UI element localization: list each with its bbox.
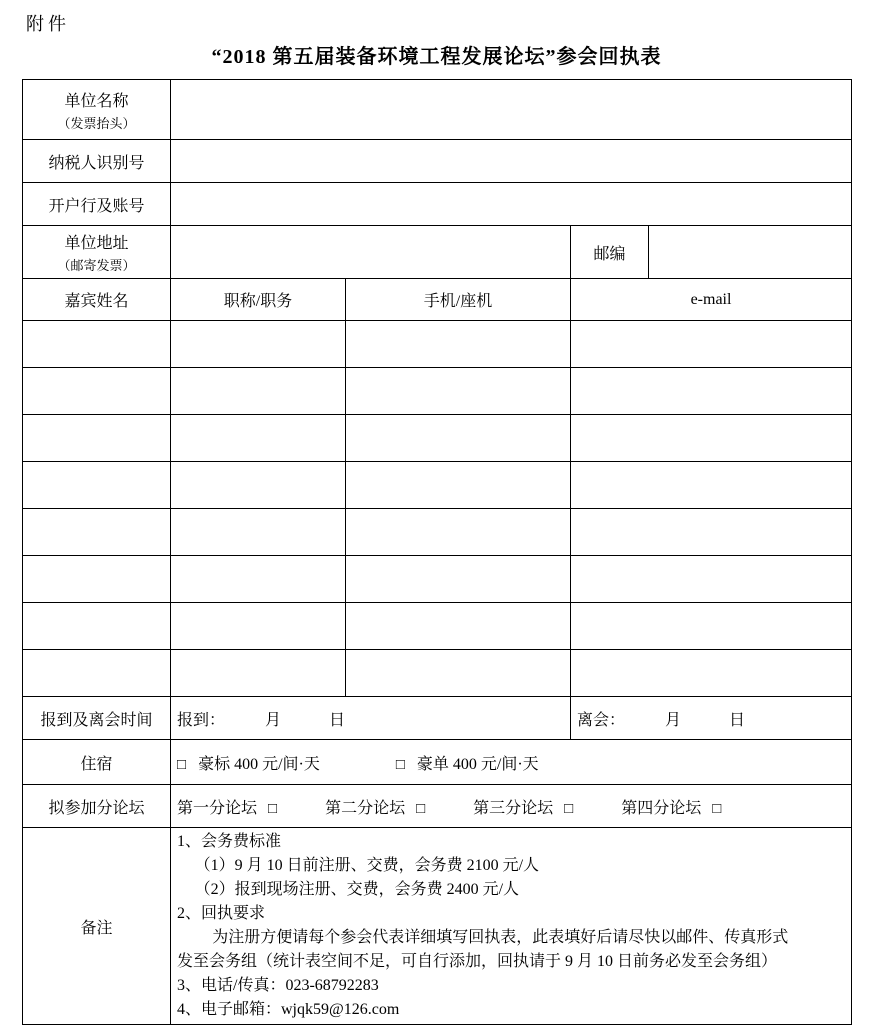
- guest-title-field[interactable]: [171, 368, 346, 415]
- unit-name-label-main: 单位名称: [64, 92, 129, 110]
- guest-email-field[interactable]: [571, 603, 852, 650]
- checkbox-icon[interactable]: □: [395, 756, 405, 773]
- guest-header-row: [23, 279, 852, 321]
- tax-id-label: 纳税人识别号: [23, 140, 171, 183]
- guest-email-field[interactable]: [571, 368, 852, 415]
- unit-name-sublabel: （发票抬头）: [57, 115, 136, 131]
- guest-email-field[interactable]: [571, 556, 852, 603]
- checkbox-icon[interactable]: □: [564, 800, 574, 817]
- bank-account-field[interactable]: [171, 183, 852, 226]
- remarks-line: 1、会务费标准: [177, 833, 282, 850]
- guest-row: [23, 368, 852, 415]
- guest-row: [23, 603, 852, 650]
- guest-row: [23, 462, 852, 509]
- guest-name-field[interactable]: [23, 556, 171, 603]
- forum-options: [171, 785, 852, 828]
- schedule-label: 报到及离会时间: [23, 697, 171, 740]
- checkbox-icon[interactable]: □: [416, 800, 426, 817]
- guest-title-header: 职称/职务: [171, 279, 346, 321]
- forum-option-2-label: 第二分论坛: [325, 799, 406, 817]
- forum-option-3: [473, 795, 573, 818]
- guest-email-field[interactable]: [571, 509, 852, 556]
- guest-phone-field[interactable]: [346, 509, 571, 556]
- tax-id-field[interactable]: [171, 140, 852, 183]
- forum-option-3-label: 第三分论坛: [473, 799, 554, 817]
- remarks-line: 为注册方便请每个参会代表详细填写回执表，此表填好后请尽快以邮件、传真形式: [212, 929, 789, 946]
- bank-account-label: 开户行及账号: [23, 183, 171, 226]
- unit-name-label: [23, 80, 171, 140]
- guest-email-field[interactable]: [571, 650, 852, 697]
- guest-phone-field[interactable]: [346, 556, 571, 603]
- guest-phone-field[interactable]: [346, 321, 571, 368]
- accommodation-options: [171, 740, 852, 785]
- address-label-main: 单位地址: [64, 235, 129, 252]
- remarks-line: 4、电子邮箱：wjqk59@126.com: [177, 1001, 400, 1018]
- guest-email-field[interactable]: [571, 321, 852, 368]
- guest-phone-field[interactable]: [346, 650, 571, 697]
- checkin-field[interactable]: 报到： 月 日: [171, 697, 571, 740]
- guest-phone-header: 手机/座机: [346, 279, 571, 321]
- guest-name-field[interactable]: [23, 321, 171, 368]
- forums-label: 拟参加分论坛: [23, 785, 171, 828]
- forum-option-1: [177, 795, 277, 818]
- unit-name-field[interactable]: [171, 80, 852, 140]
- guest-name-field[interactable]: [23, 603, 171, 650]
- remarks-line: 发至会务组（统计表空间不足，可自行添加，回执请于 9 月 10 日前务必发至会务组）: [177, 953, 778, 970]
- address-field[interactable]: [171, 226, 571, 279]
- accommodation-option-standard: [177, 751, 320, 774]
- guest-title-field[interactable]: [171, 415, 346, 462]
- address-row: [23, 226, 852, 279]
- checkbox-icon[interactable]: □: [712, 800, 722, 817]
- guest-name-field[interactable]: [23, 368, 171, 415]
- accommodation-option-standard-label: 豪标 400 元/间·天: [198, 755, 320, 773]
- checkbox-icon[interactable]: □: [177, 756, 187, 773]
- checkbox-icon[interactable]: □: [268, 800, 278, 817]
- remarks-line: （1）9 月 10 日前注册、交费，会务费 2100 元/人: [194, 857, 540, 874]
- guest-title-field[interactable]: [171, 556, 346, 603]
- remarks-label: 备注: [23, 828, 171, 1025]
- remarks-line: 2、回执要求: [177, 905, 266, 922]
- bank-account-row: [23, 183, 852, 226]
- guest-phone-field[interactable]: [346, 415, 571, 462]
- accommodation-option-single: [396, 751, 539, 774]
- address-label: [23, 226, 171, 279]
- guest-name-field[interactable]: [23, 462, 171, 509]
- guest-name-field[interactable]: [23, 509, 171, 556]
- guest-name-field[interactable]: [23, 650, 171, 697]
- guest-email-field[interactable]: [571, 462, 852, 509]
- guest-title-field[interactable]: [171, 462, 346, 509]
- guest-row: [23, 650, 852, 697]
- remarks-line: （2）报到现场注册、交费，会务费 2400 元/人: [194, 881, 520, 898]
- forum-option-4: [621, 795, 721, 818]
- reply-form-table: [22, 79, 852, 1025]
- guest-row: [23, 415, 852, 462]
- guest-title-field[interactable]: [171, 650, 346, 697]
- guest-name-field[interactable]: [23, 415, 171, 462]
- forum-option-1-label: 第一分论坛: [177, 799, 258, 817]
- forum-option-4-label: 第四分论坛: [621, 799, 702, 817]
- guest-title-field[interactable]: [171, 321, 346, 368]
- checkout-field[interactable]: 离会： 月 日: [571, 697, 852, 740]
- accommodation-label: 住宿: [23, 740, 171, 785]
- accommodation-row: [23, 740, 852, 785]
- accommodation-option-single-label: 豪单 400 元/间·天: [416, 755, 539, 773]
- remarks-row: [23, 828, 852, 1025]
- forums-row: [23, 785, 852, 828]
- guest-email-field[interactable]: [571, 415, 852, 462]
- schedule-row: [23, 697, 852, 740]
- address-sublabel: （邮寄发票）: [57, 258, 136, 273]
- remarks-line: 3、电话/传真：023-68792283: [177, 977, 379, 994]
- guest-row: [23, 321, 852, 368]
- guest-name-header: 嘉宾姓名: [23, 279, 171, 321]
- guest-phone-field[interactable]: [346, 462, 571, 509]
- forum-option-2: [325, 795, 425, 818]
- attachment-label: 附件: [26, 14, 70, 34]
- page-title: “2018 第五届装备环境工程发展论坛”参会回执表: [211, 46, 662, 68]
- postcode-label: 邮编: [571, 226, 649, 279]
- guest-phone-field[interactable]: [346, 603, 571, 650]
- guest-row: [23, 556, 852, 603]
- guest-email-header: e-mail: [571, 279, 852, 321]
- guest-phone-field[interactable]: [346, 368, 571, 415]
- guest-row: [23, 509, 852, 556]
- tax-id-row: [23, 140, 852, 183]
- guest-title-field[interactable]: [171, 509, 346, 556]
- postcode-field[interactable]: [649, 226, 852, 279]
- guest-title-field[interactable]: [171, 603, 346, 650]
- remarks-content: [171, 828, 852, 1025]
- unit-name-row: [23, 80, 852, 140]
